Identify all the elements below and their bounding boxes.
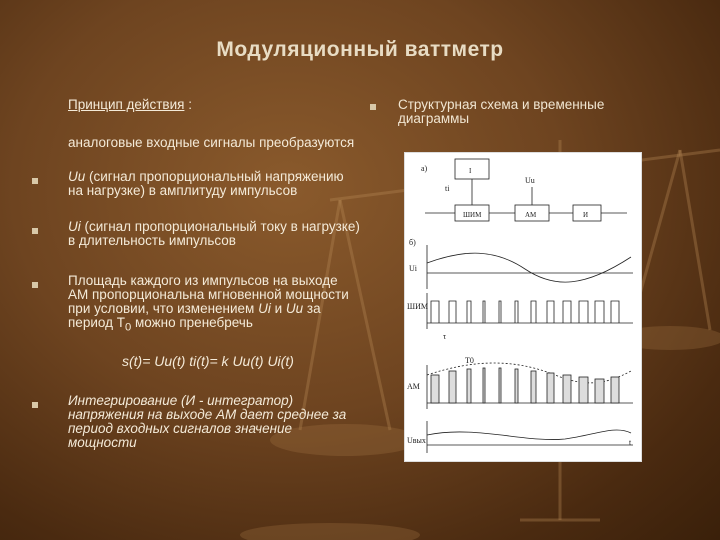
ui-waveform bbox=[427, 253, 631, 282]
label-ti: ti bbox=[445, 184, 450, 193]
slide-title: Модуляционный ваттметр bbox=[216, 38, 504, 61]
bullet-area-text-b: и bbox=[270, 301, 286, 316]
label-row2: ШИМ bbox=[407, 302, 428, 311]
intro-text: аналоговые входные сигналы преобразуются bbox=[68, 135, 355, 150]
label-b: б) bbox=[409, 238, 416, 247]
bullet-area-uu: Uu bbox=[285, 301, 304, 316]
block-shim-label: ШИМ bbox=[463, 211, 482, 219]
bullet-marker bbox=[32, 282, 38, 288]
bullet-area-text-a: Площадь каждого из импульсов на выходе АМ пропорциональна мгновенной мощности при условии, что изменением bbox=[68, 273, 349, 316]
block-top-label: I bbox=[469, 167, 472, 175]
formula: s(t)= Uu(t) ti(t)= k Uu(t) Ui(t) bbox=[122, 353, 294, 369]
block-top bbox=[455, 159, 489, 179]
block-i-label: И bbox=[583, 211, 589, 219]
bullet-area-text-c: за период Т bbox=[68, 301, 321, 330]
bullet-ui bbox=[68, 220, 360, 248]
principle-heading bbox=[68, 98, 192, 112]
bullet-ui-text: (сигнал пропорциональный току в нагрузке) в длительность импульсов bbox=[68, 219, 360, 248]
bullet-area bbox=[68, 274, 360, 335]
bullet-area-sub: 0 bbox=[124, 321, 132, 334]
label-t: t bbox=[629, 438, 632, 447]
bullet-marker bbox=[32, 228, 38, 234]
right-bullet-text: Структурная схема и временные диаграммы bbox=[398, 97, 605, 126]
label-row1: Ui bbox=[409, 264, 417, 273]
pwm-pulses bbox=[431, 301, 619, 323]
label-row3: АМ bbox=[407, 382, 420, 391]
label-t0: T0 bbox=[465, 356, 474, 365]
label-tau: τ bbox=[443, 332, 447, 341]
bullet-uu bbox=[68, 170, 360, 198]
diagram-svg bbox=[405, 153, 641, 461]
bullet-marker bbox=[32, 402, 38, 408]
bullet-marker bbox=[32, 178, 38, 184]
block-am-label: АМ bbox=[525, 211, 537, 219]
label-a: а) bbox=[421, 164, 428, 173]
bullet-marker bbox=[370, 104, 376, 110]
label-uu: Uu bbox=[525, 176, 535, 185]
bullet-uu-text: (сигнал пропорциональный напряжению на нагрузке) в амплитуду импульсов bbox=[68, 169, 344, 198]
principle-colon: : bbox=[184, 97, 192, 112]
bullet-integration: Интегрирование (И - интегратор) напряжения на выходе АМ дает среднее за период входных сигналов значение мощности bbox=[68, 393, 347, 450]
bullet-uu-symbol: Uu bbox=[68, 169, 86, 184]
bullet-ui-symbol: Ui bbox=[68, 219, 81, 234]
principle-label: Принцип действия bbox=[68, 97, 185, 112]
diagram-figure bbox=[404, 152, 642, 462]
bullet-area-text-d: можно пренебречь bbox=[134, 315, 253, 330]
am-pulses bbox=[431, 368, 619, 403]
label-row4: Uвых bbox=[407, 436, 426, 445]
output-waveform bbox=[427, 430, 631, 440]
bullet-area-ui: Ui bbox=[258, 301, 271, 316]
